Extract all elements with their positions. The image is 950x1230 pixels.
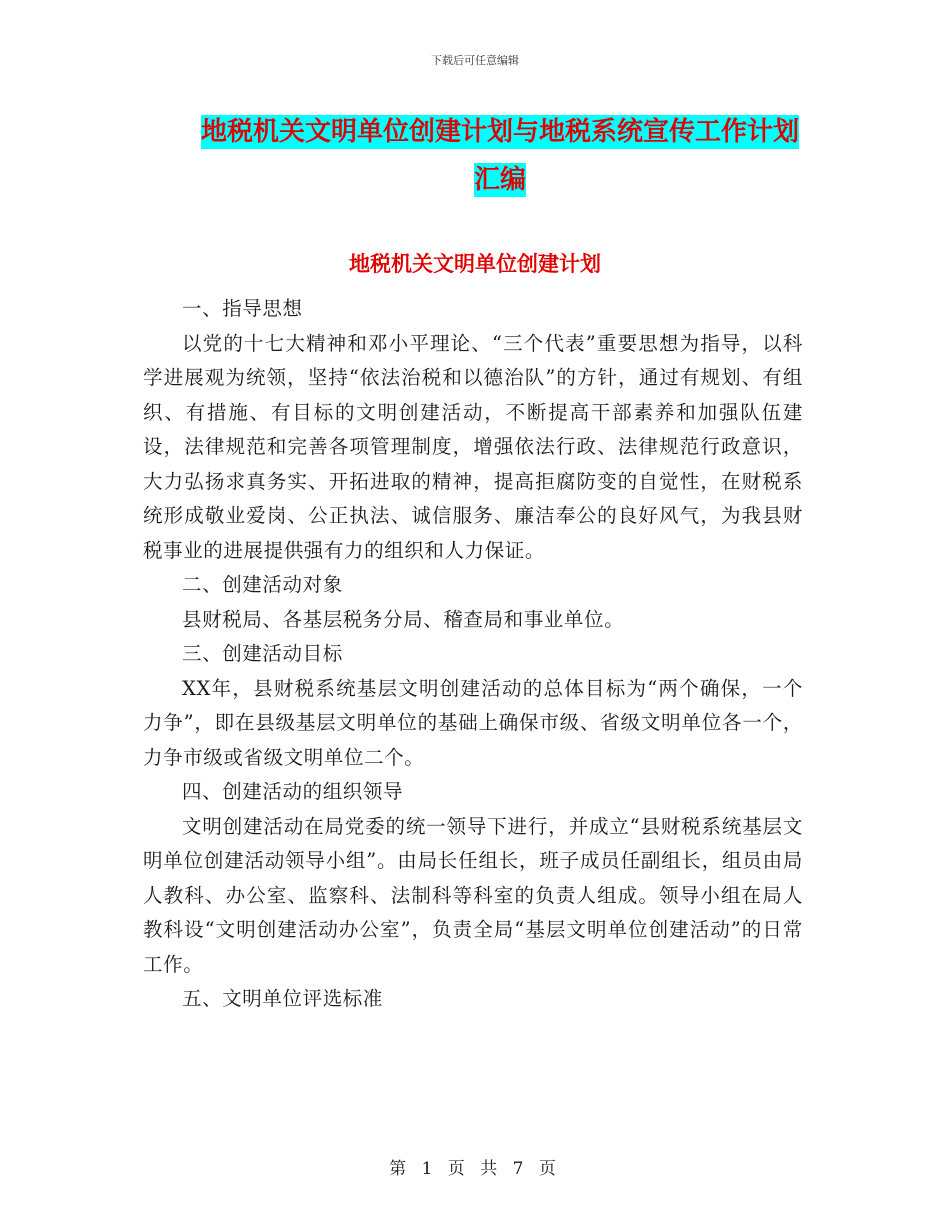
header-note: 下载后可任意编辑: [431, 54, 519, 67]
title-line-2: 汇编: [473, 165, 526, 195]
document-body: [143, 292, 803, 1017]
heading-activity-targets: 二、创建活动对象: [182, 573, 343, 596]
paragraph-activity-goals: XX年，县财税系统基层文明创建活动的总体目标为“两个确保，一个力争”，即在县级基层文明单位的基础上确保市级、省级文明单位各一个，力争市级或省级文明单位二个。: [143, 676, 803, 769]
paragraph-organization-leadership: 文明创建活动在局党委的统一领导下进行，并成立“县财税系统基层文明单位创建活动领导小组”。由局长任组长，班子成员任副组长，组员由局人教科、办公室、监察科、法制科等科室的负责人组成。领导小组在局人教科设“文明创建活动办公室”，负责全局“基层文明单位创建活动”的日常工作。: [143, 814, 803, 976]
heading-organization-leadership: 四、创建活动的组织领导: [182, 780, 404, 803]
title-line-1: 地税机关文明单位创建计划与地税系统宣传工作计划: [200, 117, 799, 147]
page-footer: 第 1 页 共 7 页: [389, 1159, 561, 1179]
document-title: [140, 108, 860, 204]
section-title: 地税机关文明单位创建计划: [349, 251, 601, 276]
paragraph-guiding-ideology: 以党的十七大精神和邓小平理论、“三个代表”重要思想为指导，以科学进展观为统领，坚持“依法治税和以德治队”的方针，通过有规划、有组织、有措施、有目标的文明创建活动，不断提高干部素养和加强队伍建设，法律规范和完善各项管理制度，增强依法行政、法律规范行政意识，大力弘扬求真务实、开拓进取的精神，提高拒腐防变的自觉性，在财税系统形成敬业爱岗、公正执法、诚信服务、廉洁奉公的良好风气，为我县财税事业的进展提供强有力的组织和人力保证。: [143, 331, 803, 562]
paragraph-activity-targets: 县财税局、各基层税务分局、稽查局和事业单位。: [182, 607, 625, 631]
heading-guiding-ideology: 一、指导思想: [182, 297, 303, 320]
heading-evaluation-standards: 五、文明单位评选标准: [182, 987, 384, 1010]
heading-activity-goals: 三、创建活动目标: [182, 642, 343, 665]
